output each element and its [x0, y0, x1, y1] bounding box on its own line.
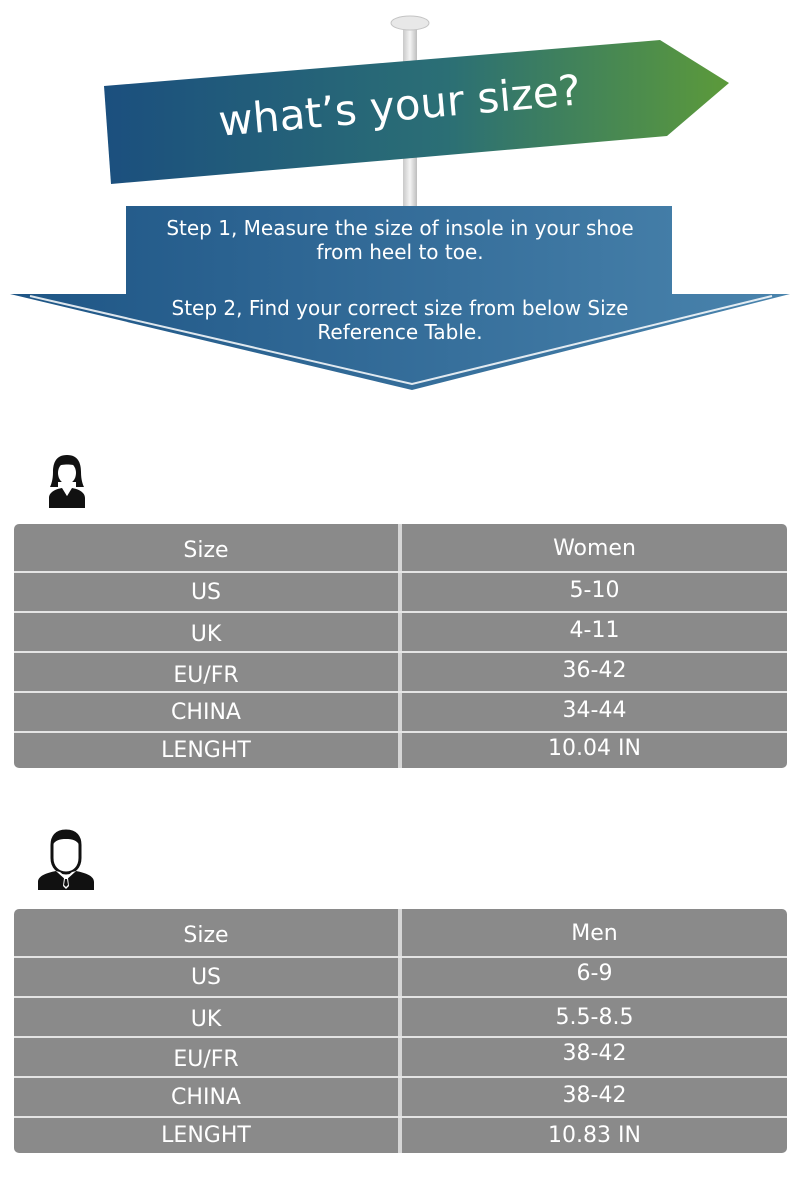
row-divider [14, 571, 787, 573]
row-value-eufr: 38-42 [562, 1041, 627, 1066]
row-value-uk: 5.5-8.5 [555, 1005, 634, 1030]
sign-title: what’s your size? [216, 65, 583, 146]
signpost-cap [391, 16, 429, 30]
row-divider [14, 611, 787, 613]
row-value-china: 38-42 [562, 1083, 627, 1108]
row-divider [14, 651, 787, 653]
row-label-us: US [190, 965, 222, 990]
men-size-table [14, 909, 787, 1153]
step-1-text: Step 1, Measure the size of insole in your shoe from heel to toe. [166, 216, 634, 264]
row-label-china: CHINA [171, 700, 241, 725]
row-label-uk: UK [190, 622, 222, 647]
row-value-china: 34-44 [562, 698, 627, 723]
row-label-eufr: EU/FR [173, 1047, 239, 1072]
row-divider [14, 731, 787, 733]
row-value-us: 6-9 [576, 961, 613, 986]
header-men: Men [571, 921, 618, 946]
row-label-eufr: EU/FR [173, 663, 239, 688]
row-label-length: LENGHT [161, 1123, 251, 1148]
row-label-china: CHINA [171, 1085, 241, 1110]
row-value-length: 10.04 IN [548, 736, 641, 761]
women-size-table [14, 524, 787, 768]
row-label-us: US [190, 580, 222, 605]
row-value-us: 5-10 [569, 578, 620, 603]
row-divider [14, 996, 787, 998]
header-size: Size [183, 923, 229, 948]
row-divider [14, 1116, 787, 1118]
man-avatar-icon [36, 828, 96, 890]
row-label-uk: UK [190, 1007, 222, 1032]
header-women: Women [553, 536, 636, 561]
row-label-length: LENGHT [161, 738, 251, 763]
row-value-uk: 4-11 [569, 618, 620, 643]
step-2-text: Step 2, Find your correct size from below Size Reference Table. [171, 296, 629, 344]
row-divider [14, 1076, 787, 1078]
row-value-eufr: 36-42 [562, 658, 627, 683]
row-divider [14, 956, 787, 958]
woman-avatar-icon [46, 452, 88, 508]
row-divider [14, 1036, 787, 1038]
row-value-length: 10.83 IN [548, 1123, 641, 1148]
row-divider [14, 691, 787, 693]
header-size: Size [183, 538, 229, 563]
